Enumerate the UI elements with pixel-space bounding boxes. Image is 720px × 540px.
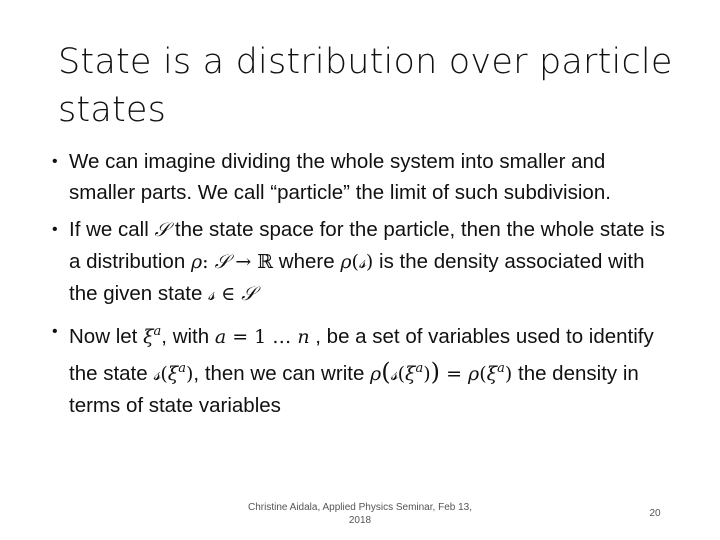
- math-symbol: (: [397, 363, 406, 385]
- math-symbol: ρ: [340, 251, 352, 273]
- math-symbol: ρ: [190, 251, 203, 273]
- math-symbol: ξ: [405, 363, 416, 385]
- bullet-text: the density in terms of state variables: [69, 362, 639, 417]
- bullet-item: [52, 214, 672, 310]
- bullet-list: [52, 146, 672, 427]
- math-symbol: 𝒮: [154, 219, 170, 241]
- math-symbol: → ℝ: [229, 251, 274, 273]
- math-symbol: a: [497, 361, 505, 376]
- bullet-text: Now let: [69, 325, 144, 348]
- math-symbol: 𝒮: [214, 251, 230, 273]
- math-symbol: (: [351, 251, 359, 273]
- bullet-text: is the density associated with the given state: [69, 250, 645, 305]
- bullet-text: , with: [161, 325, 215, 348]
- slide-footer: Christine Aidala, Applied Physics Seminar, Feb 13, 2018: [247, 502, 472, 526]
- math-symbol: 𝓈: [208, 283, 216, 305]
- math-symbol: ): [186, 363, 194, 385]
- math-symbol: = 1 …: [226, 326, 298, 348]
- math-symbol: a: [214, 326, 227, 348]
- bullet-text: We can imagine dividing the whole system into smaller and smaller parts. We call “particle” the limit of such subdivision.: [69, 150, 611, 204]
- math-symbol: 𝓈: [358, 251, 366, 273]
- math-symbol: ρ: [370, 363, 382, 385]
- math-symbol: n: [297, 326, 310, 348]
- bullet-item: [52, 316, 672, 421]
- bullet-dot-icon: •: [52, 323, 58, 340]
- math-symbol: ξ: [486, 363, 498, 385]
- bullet-item: [52, 146, 672, 208]
- math-symbol: ): [423, 363, 431, 385]
- bullet-dot-icon: •: [52, 221, 58, 238]
- math-symbol: a: [153, 324, 162, 339]
- page-number: 20: [649, 508, 661, 519]
- math-symbol: (: [160, 363, 168, 385]
- bullet-dot-icon: •: [52, 153, 58, 170]
- slide-title: State is a distribution over particle states: [58, 42, 673, 130]
- math-symbol: ): [430, 358, 441, 386]
- math-symbol: ρ: [468, 363, 480, 385]
- math-symbol: 𝒮: [241, 283, 256, 305]
- math-symbol: a: [415, 361, 424, 376]
- math-symbol: a: [178, 361, 186, 376]
- math-symbol: ): [365, 251, 374, 273]
- bullet-text: the state space for the particle, then the whole state is a distribution: [69, 218, 665, 273]
- bullet-text: where: [273, 250, 341, 273]
- bullet-text: If we call: [69, 218, 155, 241]
- math-symbol: :: [202, 251, 215, 273]
- math-symbol: (: [479, 363, 487, 385]
- math-symbol: ∈: [215, 283, 242, 305]
- math-symbol: ): [504, 363, 513, 385]
- math-symbol: (: [381, 358, 391, 386]
- math-symbol: ξ: [167, 363, 179, 385]
- math-symbol: =: [440, 363, 469, 385]
- bullet-text: , be a set of variables used to identify the state: [69, 325, 654, 385]
- math-symbol: ξ: [143, 326, 154, 348]
- bullet-text: , then we can write: [193, 362, 371, 385]
- math-symbol: 𝓈: [153, 363, 161, 385]
- math-symbol: 𝓈: [390, 363, 398, 385]
